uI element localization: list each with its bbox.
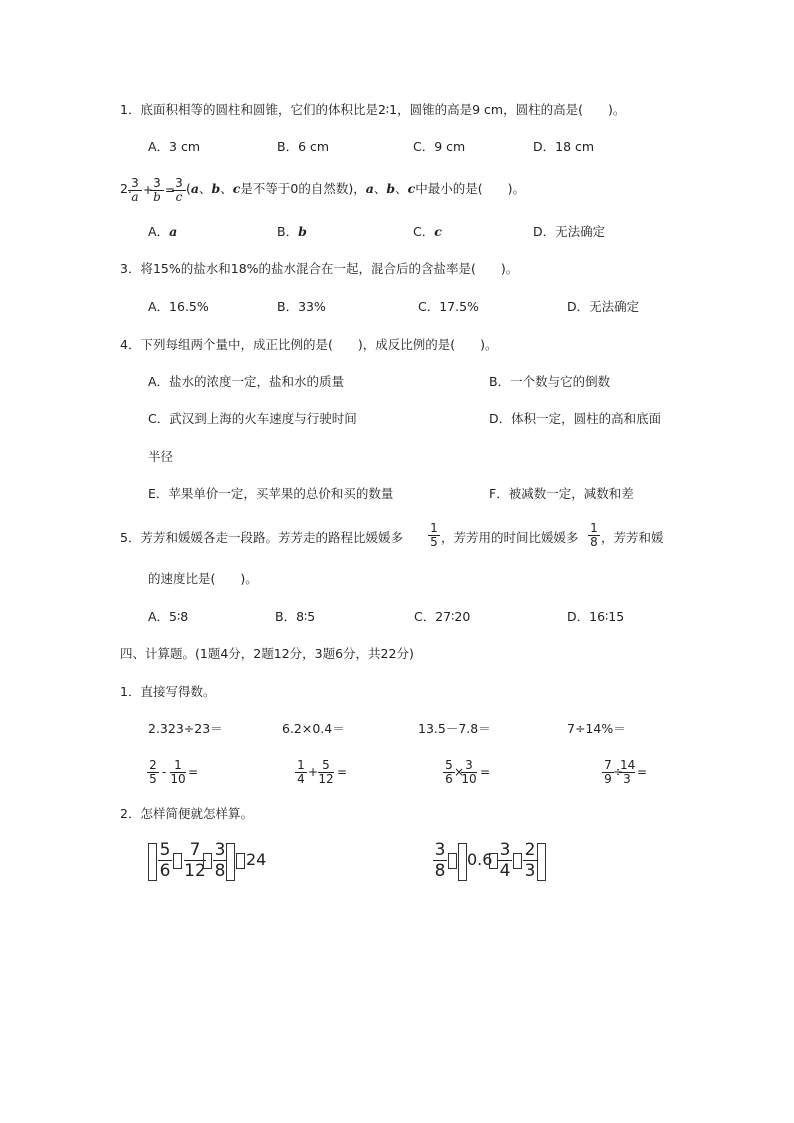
calc2-left-n3: 3 bbox=[214, 840, 226, 860]
calc2-right-frac2 bbox=[498, 840, 512, 881]
q2-option-c-var: c bbox=[434, 224, 442, 239]
calc1-e2-op: + bbox=[308, 765, 319, 779]
q2-option-a bbox=[148, 224, 177, 240]
q2-var-c2: c bbox=[407, 181, 416, 196]
q2-plus-sign: + bbox=[143, 183, 154, 197]
q2-sep3: 、 bbox=[373, 181, 387, 196]
q2-frac3-num: 3 bbox=[172, 177, 186, 191]
question-3-stem: 3．将15%的盐水和18%的盐水混合在一起，混合后的含盐率是( )。 bbox=[120, 261, 519, 276]
calc2-left-placeholder-box bbox=[226, 843, 235, 881]
q5-frac2-num: 1 bbox=[588, 522, 600, 536]
calc1-row1-item4: 7÷14%＝ bbox=[567, 721, 626, 736]
q2-option-d bbox=[533, 224, 605, 240]
q3-option-d: D．无法确定 bbox=[567, 299, 640, 314]
q2-frac1-num: 3 bbox=[128, 177, 142, 191]
calc2-left-placeholder-box bbox=[236, 853, 245, 869]
calc1-e3-eq: = bbox=[480, 765, 491, 779]
q2-option-b bbox=[277, 224, 307, 240]
q2-option-b-var: b bbox=[298, 224, 307, 239]
q5-frac2-den: 8 bbox=[590, 535, 598, 549]
calc1-e2-frac2 bbox=[318, 759, 334, 786]
q2-paren-open: ( bbox=[186, 181, 191, 196]
q1-option-b: B．6 cm bbox=[277, 139, 330, 154]
q4-option-f: F．被减数一定，减数和差 bbox=[489, 486, 634, 501]
calc2-right-n2: 3 bbox=[499, 840, 511, 860]
q2-fraction-3-over-a bbox=[128, 177, 142, 204]
q2-var-c: c bbox=[232, 181, 241, 196]
q5-stem-part2: ，芳芳用的时间比媛媛多 bbox=[441, 530, 579, 545]
calc1-e3-d1: 6 bbox=[445, 772, 453, 786]
calc2-right-mid: 0.6 bbox=[467, 850, 493, 869]
q2-sep1: 、 bbox=[199, 181, 212, 196]
calc1-e2-d1: 4 bbox=[297, 772, 305, 786]
q4-option-d-continued: 半径 bbox=[148, 449, 174, 464]
calc2-right-frac1 bbox=[433, 840, 447, 881]
calc2-right-placeholder-box bbox=[448, 853, 457, 869]
q4-option-e: E．苹果单价一定，买苹果的总价和买的数量 bbox=[148, 486, 394, 501]
q5-fraction-1-8 bbox=[588, 522, 600, 549]
calc1-e4-n1: 7 bbox=[602, 759, 614, 773]
calc2-right-frac3 bbox=[523, 840, 537, 881]
calc1-e1-n2: 1 bbox=[170, 759, 186, 773]
q2-fraction-3-over-b bbox=[150, 177, 164, 204]
q1-option-d: D．18 cm bbox=[533, 139, 595, 154]
q4-option-b: B．一个数与它的倒数 bbox=[489, 374, 611, 389]
q2-equals-sign: = bbox=[165, 183, 176, 197]
q5-fraction-1-5 bbox=[428, 522, 440, 549]
q2-var-b: b bbox=[211, 181, 221, 196]
calc1-row1-item2: 6.2×0.4＝ bbox=[282, 721, 345, 736]
q2-frac3-den: c bbox=[175, 190, 183, 204]
q2-option-d-label: D．无法确定 bbox=[533, 224, 606, 239]
q2-tail-text: 中最小的是( )。 bbox=[415, 181, 526, 196]
calc2-left-n1: 5 bbox=[159, 840, 171, 860]
q5-option-a: A．5∶8 bbox=[148, 609, 189, 624]
calc2-left-n2: 7 bbox=[184, 840, 206, 861]
calc1-e4-op: ÷ bbox=[613, 765, 624, 779]
calc2-left-d3: 8 bbox=[214, 861, 226, 881]
calc2-right-d1: 8 bbox=[434, 861, 446, 881]
q2-option-a-label: A． bbox=[148, 224, 170, 239]
calc1-e2-n2: 5 bbox=[318, 759, 334, 773]
calc1-e2-d2: 12 bbox=[318, 772, 334, 786]
q2-sep4: 、 bbox=[395, 181, 408, 196]
calc1-row1-item3: 13.5－7.8＝ bbox=[418, 721, 491, 736]
q5-option-c: C．27∶20 bbox=[414, 609, 471, 624]
q2-frac2-num: 3 bbox=[150, 177, 164, 191]
calc2-right-placeholder-box bbox=[489, 853, 498, 869]
calc2-left-d1: 6 bbox=[159, 861, 171, 881]
q2-option-a-var: a bbox=[169, 224, 178, 239]
q5-stem-line2: 的速度比是( )。 bbox=[148, 571, 258, 586]
q2-var-a: a bbox=[190, 181, 199, 196]
calc2-left-frac3 bbox=[213, 840, 227, 881]
q2-option-c bbox=[413, 224, 442, 240]
calc2-title: 2．怎样简便就怎样算。 bbox=[120, 806, 253, 821]
calc2-right-placeholder-box bbox=[458, 843, 467, 881]
calc1-e3-op: × bbox=[454, 765, 465, 779]
calc1-e1-eq: = bbox=[188, 765, 199, 779]
calc2-left-placeholder-box bbox=[203, 853, 212, 869]
q5-stem-part1: 5．芳芳和媛媛各走一段路。芳芳走的路程比媛媛多 bbox=[120, 530, 403, 545]
calc1-e3-frac2 bbox=[461, 759, 477, 786]
q2-frac1-den: a bbox=[131, 190, 139, 204]
calc2-right-n1: 3 bbox=[434, 840, 446, 860]
calc2-left-d2: 12 bbox=[184, 861, 206, 881]
calc1-e1-frac1 bbox=[147, 759, 159, 786]
calc1-row1-item1: 2.323÷23＝ bbox=[148, 721, 223, 736]
q2-fraction-3-over-c bbox=[172, 177, 186, 204]
section-4-heading: 四、计算题。(1题4分，2题12分，3题6分，共22分) bbox=[120, 646, 414, 661]
calc2-right-d2: 4 bbox=[499, 861, 511, 881]
calc1-e4-d1: 9 bbox=[604, 772, 612, 786]
q2-option-b-label: B． bbox=[277, 224, 299, 239]
calc2-right-d3: 3 bbox=[524, 861, 536, 881]
q2-var-b2: b bbox=[386, 181, 396, 196]
calc2-right-n3: 2 bbox=[524, 840, 536, 860]
calc1-e4-n2: 14 bbox=[620, 758, 636, 772]
calc1-e4-d2: 3 bbox=[623, 772, 631, 786]
calc1-e1-n1: 2 bbox=[147, 759, 159, 773]
q3-option-c: C．17.5% bbox=[418, 299, 479, 314]
q2-stem-text bbox=[186, 181, 525, 197]
calc1-e2-n1: 1 bbox=[295, 759, 307, 773]
q2-option-c-label: C． bbox=[413, 224, 435, 239]
q5-stem-part3: ，芳芳和媛 bbox=[601, 530, 664, 545]
calc1-e1-op: - bbox=[162, 765, 167, 779]
q2-number: 2. bbox=[120, 181, 132, 196]
q4-option-c: C．武汉到上海的火车速度与行驶时间 bbox=[148, 411, 357, 426]
calc1-e4-frac2 bbox=[619, 759, 635, 786]
calc2-right-placeholder-box bbox=[513, 853, 522, 869]
q5-option-b: B．8∶5 bbox=[275, 609, 316, 624]
q4-option-a: A．盐水的浓度一定，盐和水的质量 bbox=[148, 374, 345, 389]
calc1-e2-eq: = bbox=[337, 765, 348, 779]
calc1-e1-d1: 5 bbox=[149, 772, 157, 786]
calc1-e4-eq: = bbox=[637, 765, 648, 779]
calc2-left-frac1 bbox=[158, 840, 172, 881]
q1-option-c: C．9 cm bbox=[413, 139, 466, 154]
question-1-stem: 1．底面积相等的圆柱和圆锥，它们的体积比是2∶1，圆锥的高是9 cm，圆柱的高是( )。 bbox=[120, 102, 626, 117]
calc2-right-placeholder-box bbox=[537, 843, 546, 881]
q4-option-d: D．体积一定，圆柱的高和底面 bbox=[489, 411, 662, 426]
q3-option-b: B．33% bbox=[277, 299, 326, 314]
q5-frac1-den: 5 bbox=[430, 535, 438, 549]
q2-mid-text: 是不等于0的自然数)， bbox=[240, 181, 366, 196]
q1-option-a: A．3 cm bbox=[148, 139, 201, 154]
calc1-e3-n2: 3 bbox=[461, 759, 477, 773]
calc1-e3-n1: 5 bbox=[443, 759, 455, 773]
calc1-e1-d2: 10 bbox=[170, 772, 186, 786]
q5-option-d: D．16∶15 bbox=[567, 609, 625, 624]
calc1-e3-d2: 10 bbox=[461, 772, 477, 786]
calc1-title: 1．直接写得数。 bbox=[120, 684, 216, 699]
calc1-e2-frac1 bbox=[295, 759, 307, 786]
q2-frac2-den: b bbox=[153, 190, 161, 204]
question-4-stem: 4．下列每组两个量中，成正比例的是( )，成反比例的是( )。 bbox=[120, 337, 498, 352]
q3-option-a: A．16.5% bbox=[148, 299, 209, 314]
calc1-e1-frac2 bbox=[170, 759, 186, 786]
q2-sep2: 、 bbox=[220, 181, 233, 196]
q5-frac1-num: 1 bbox=[428, 522, 440, 536]
q2-var-a2: a bbox=[365, 181, 374, 196]
calc2-left-placeholder-box bbox=[148, 843, 157, 881]
calc2-left-tail: 24 bbox=[246, 850, 267, 869]
calc2-left-placeholder-box bbox=[173, 853, 182, 869]
